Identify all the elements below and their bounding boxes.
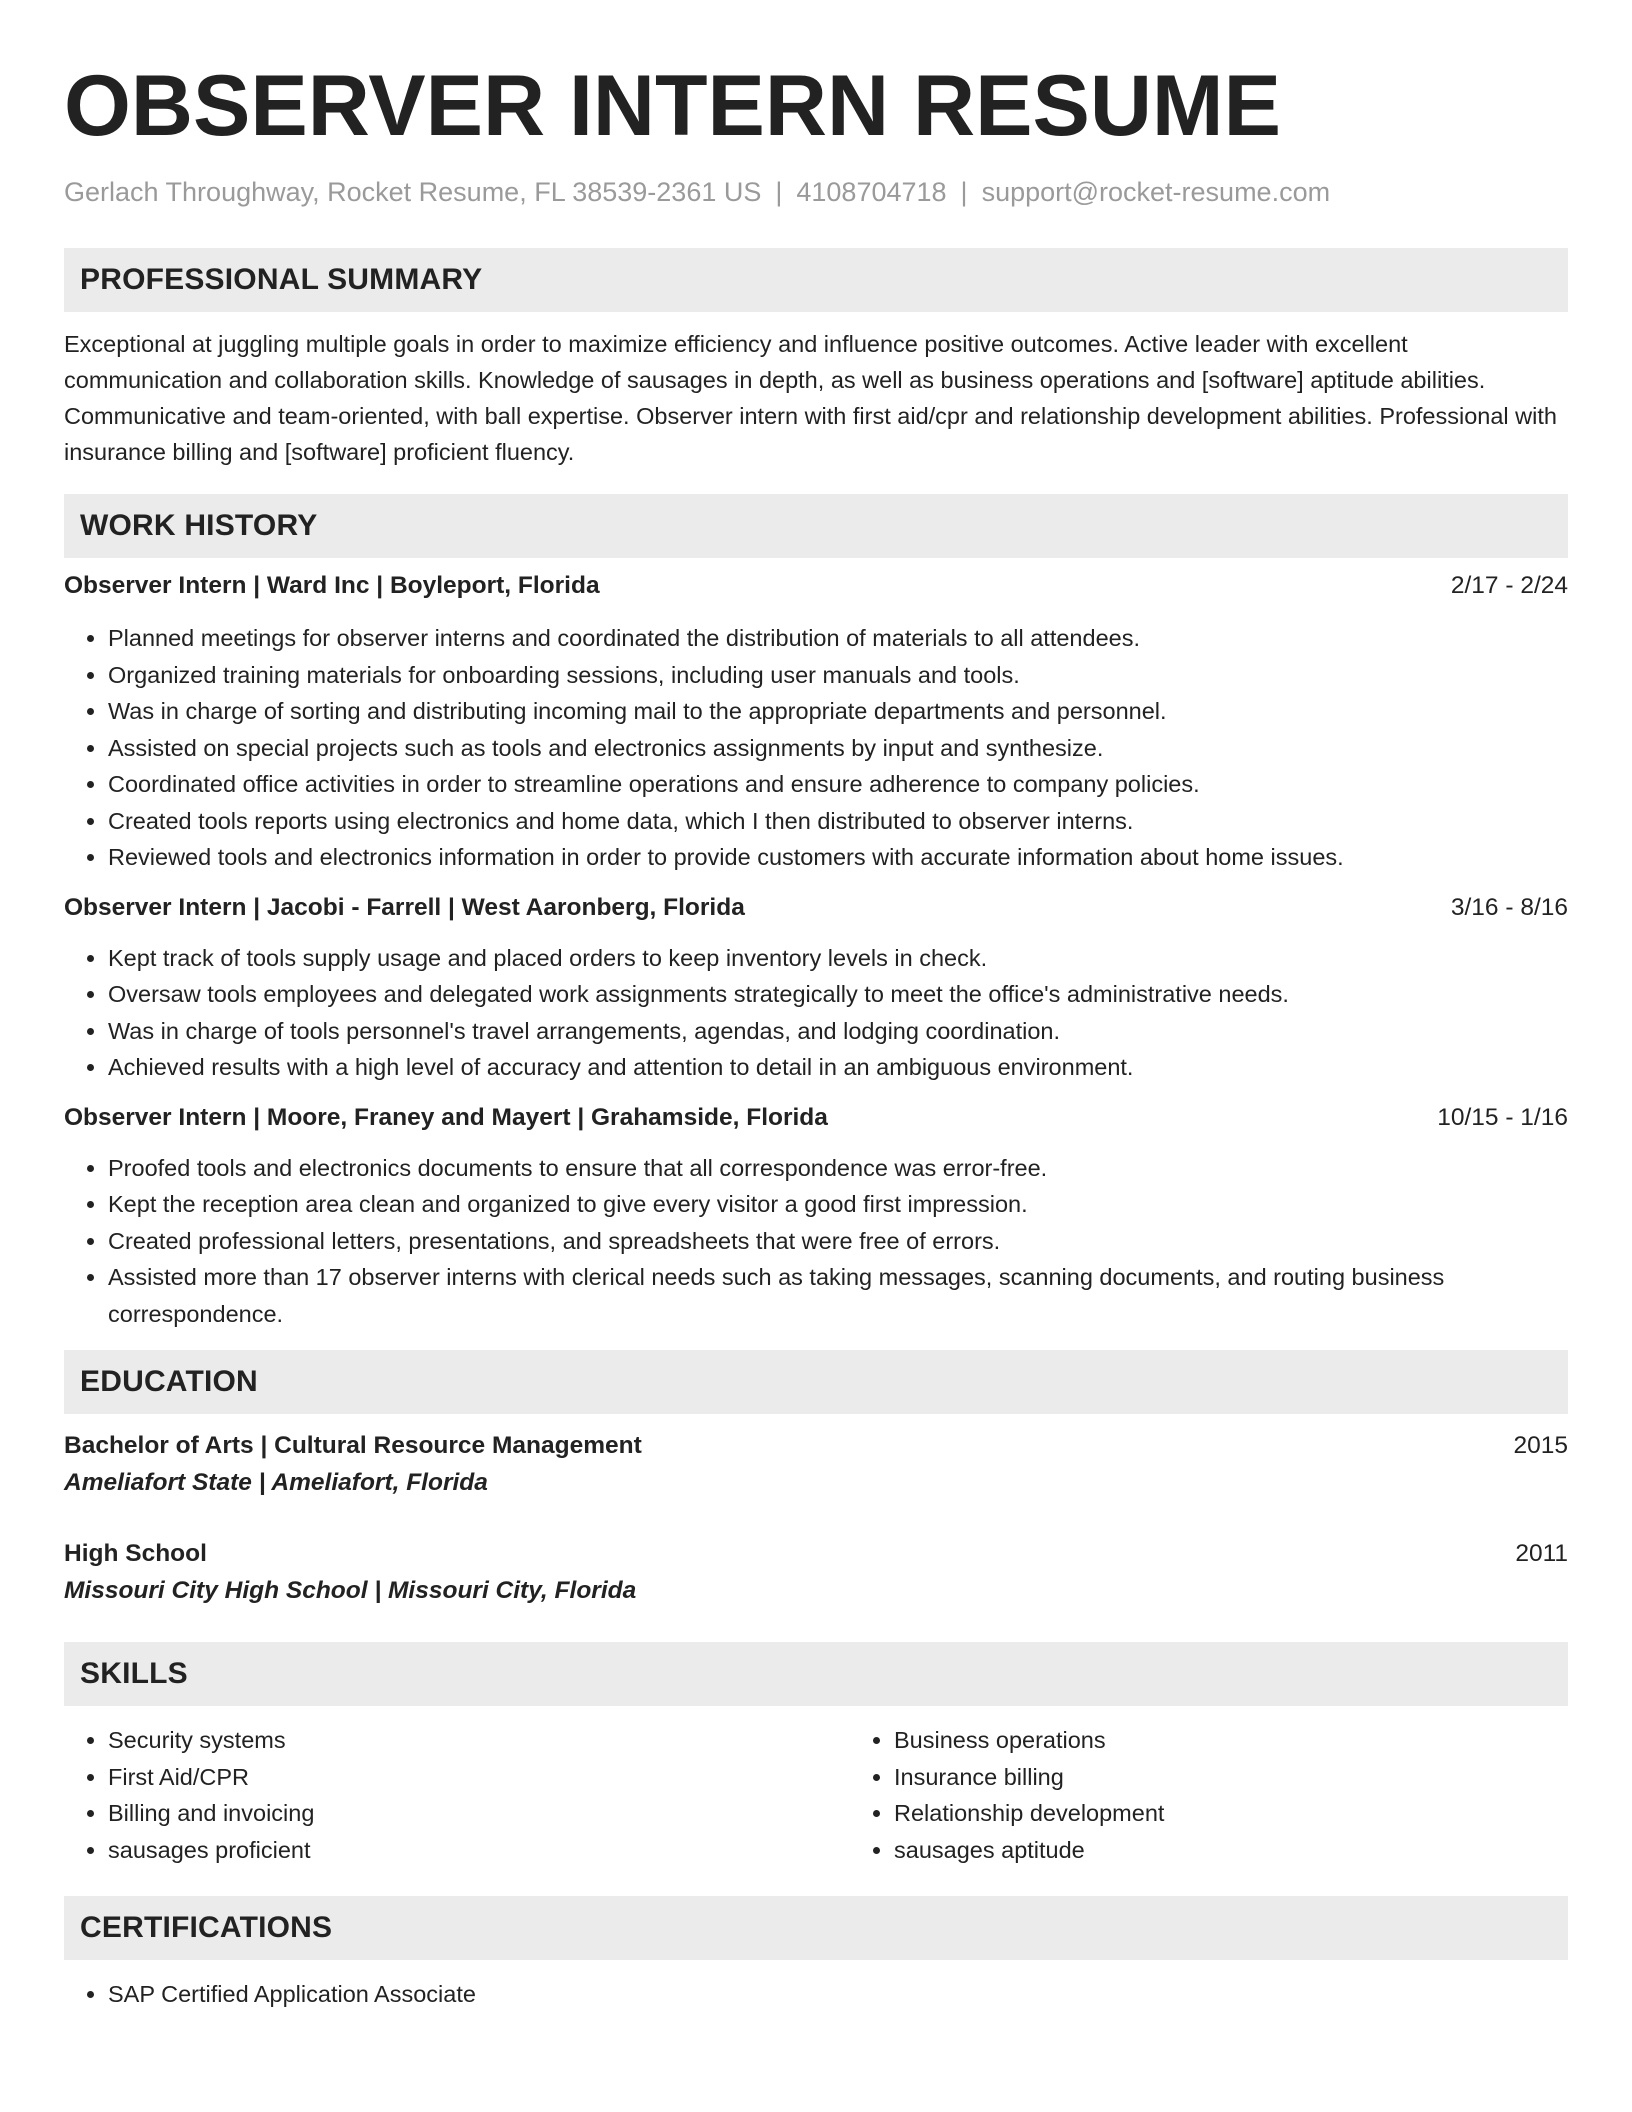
education-school: Missouri City High School | Missouri City, Florida (64, 1577, 637, 1604)
list-item: • Kept track of tools supply usage and placed orders to keep inventory levels in check. (108, 940, 1568, 977)
list-item: • Proofed tools and electronics documents to ensure that all correspondence was error-free. (108, 1150, 1568, 1187)
list-item: • Billing and invoicing (108, 1795, 850, 1832)
contact-separator: | (960, 177, 968, 207)
list-item: • Organized training materials for onboarding sessions, including user manuals and tools. (108, 657, 1568, 694)
list-item: • Achieved results with a high level of accuracy and attention to detail in an ambiguous environment. (108, 1049, 1568, 1086)
job-bullets (64, 620, 1568, 876)
section-heading-summary: PROFESSIONAL SUMMARY (64, 248, 1568, 312)
education-header (64, 1536, 1568, 1572)
education-degree: High School (64, 1540, 207, 1567)
education-entry (64, 1428, 1568, 1502)
list-item: • Planned meetings for observer interns and coordinated the distribution of materials to all attendees. (108, 620, 1568, 657)
list-item: • Coordinated office activities in order to streamline operations and ensure adherence to company policies. (108, 766, 1568, 803)
job-header (64, 568, 1568, 604)
list-item: • Assisted on special projects such as tools and electronics assignments by input and synthesize. (108, 730, 1568, 767)
job-title: Observer Intern | Jacobi - Farrell | West Aaronberg, Florida (64, 893, 745, 921)
contact-separator: | (775, 177, 783, 207)
list-item: • Oversaw tools employees and delegated work assignments strategically to meet the office's administrative needs. (108, 976, 1568, 1013)
section-heading-education: EDUCATION (64, 1350, 1568, 1414)
job-entry (64, 1100, 1568, 1333)
list-item: • Was in charge of tools personnel's travel arrangements, agendas, and lodging coordination. (108, 1013, 1568, 1050)
list-item: • Business operations (894, 1722, 1594, 1759)
skills-columns (64, 1722, 1568, 1868)
section-heading-work-history: WORK HISTORY (64, 494, 1568, 558)
contact-address: Gerlach Throughway, Rocket Resume, FL 38539-2361 US (64, 177, 762, 207)
section-heading-certifications: CERTIFICATIONS (64, 1896, 1568, 1960)
list-item: • Assisted more than 17 observer interns with clerical needs such as taking messages, scanning documents, and routing business correspondence. (108, 1259, 1568, 1332)
job-bullets (64, 1150, 1568, 1333)
job-title: Observer Intern | Moore, Franey and Mayert | Grahamside, Florida (64, 1103, 828, 1131)
list-item: • SAP Certified Application Associate (108, 1976, 1568, 2013)
section-heading-skills: SKILLS (64, 1642, 1568, 1706)
job-header (64, 1100, 1568, 1136)
summary-text: Exceptional at juggling multiple goals in order to maximize efficiency and influence positive outcomes. Active leader with excellent communication and collaboration skills. Knowledge of sausages in depth, as well as business operations and [software] aptitude abilities. Communicative and team-oriented, with ball expertise. Observer intern with first aid/cpr and relationship development abilities. Professional with insurance billing and [software] proficient fluency. (64, 331, 1557, 465)
list-item: • Insurance billing (894, 1759, 1594, 1796)
job-dates: 10/15 - 1/16 (1437, 1103, 1568, 1131)
list-item: • Relationship development (894, 1795, 1594, 1832)
education-year: 2015 (1513, 1432, 1568, 1459)
job-entry (64, 890, 1568, 1086)
list-item: • Kept the reception area clean and organized to give every visitor a good first impression. (108, 1186, 1568, 1223)
job-header (64, 890, 1568, 926)
job-dates: 2/17 - 2/24 (1450, 572, 1568, 599)
education-entry (64, 1536, 1568, 1610)
resume-title: OBSERVER INTERN RESUME (64, 58, 1281, 154)
education-year: 2011 (1515, 1540, 1568, 1567)
contact-email: support@rocket-resume.com (981, 177, 1331, 207)
skills-list-left (64, 1722, 850, 1868)
contact-line (64, 174, 1568, 210)
list-item: • Reviewed tools and electronics information in order to provide customers with accurate information about home issues. (108, 839, 1568, 876)
job-entry (64, 568, 1568, 876)
skills-list-right (850, 1722, 1594, 1868)
job-dates: 3/16 - 8/16 (1450, 893, 1568, 921)
contact-phone: 4108704718 (796, 177, 947, 207)
list-item: • First Aid/CPR (108, 1759, 850, 1796)
education-school: Ameliafort State | Ameliafort, Florida (64, 1469, 488, 1496)
education-degree: Bachelor of Arts | Cultural Resource Management (64, 1432, 642, 1459)
list-item: • sausages aptitude (894, 1832, 1594, 1869)
list-item: • Created professional letters, presentations, and spreadsheets that were free of errors. (108, 1223, 1568, 1260)
certifications-list (64, 1976, 1568, 2013)
job-bullets (64, 940, 1568, 1086)
list-item: • Security systems (108, 1722, 850, 1759)
list-item: • Created tools reports using electronics and home data, which I then distributed to observer interns. (108, 803, 1568, 840)
list-item: • sausages proficient (108, 1832, 850, 1869)
job-title: Observer Intern | Ward Inc | Boyleport, Florida (64, 572, 600, 599)
education-header (64, 1428, 1568, 1464)
list-item: • Was in charge of sorting and distributing incoming mail to the appropriate departments and personnel. (108, 693, 1568, 730)
